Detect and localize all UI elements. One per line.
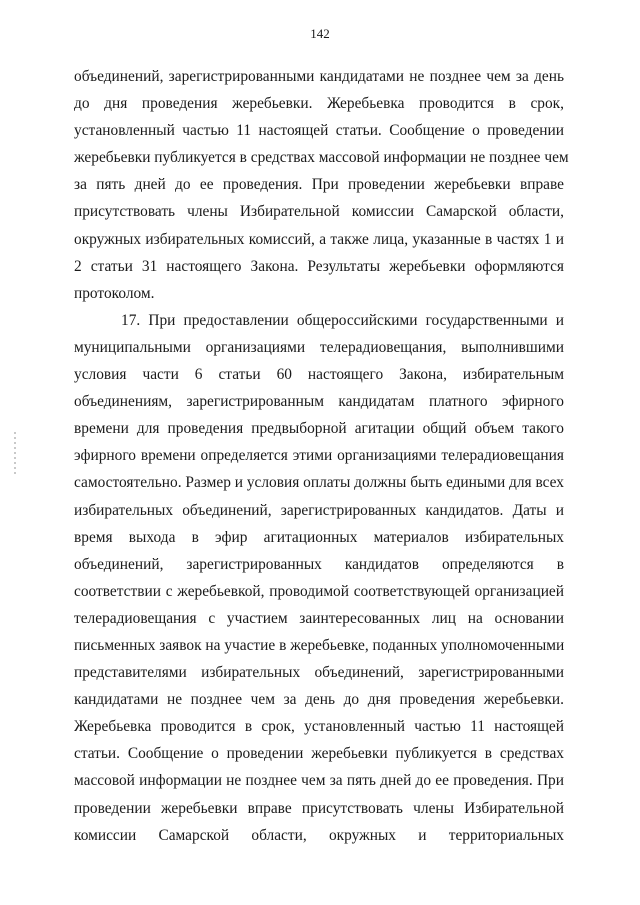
text-line: проведении жеребьевки вправе присутствовать члены Избирательной [74, 799, 564, 817]
text-line: окружных избирательных комиссий, а также лица, указанные в частях 1 и [74, 230, 564, 248]
text-line: статьи. Сообщение о проведении жеребьевки публикуется в средствах [74, 745, 564, 763]
text-line: до дня проведения жеребьевки. Жеребьевка проводится в срок, [74, 95, 564, 113]
text-line: объединений, зарегистрированных кандидатов определяются в [74, 555, 564, 573]
text-line: соответствии с жеребьевкой, проводимой соответствующей организацией [74, 582, 564, 600]
text-line: установленный частью 11 настоящей статьи. Сообщение о проведении [74, 122, 564, 140]
page-number: 142 [310, 26, 330, 41]
text-line: условия части 6 статьи 60 настоящего Закона, избирательным [74, 366, 564, 384]
text-line: избирательных объединений, зарегистрированных кандидатов. Даты и [74, 501, 564, 519]
text-line: телерадиовещания с участием заинтересованных лиц на основании [74, 609, 564, 627]
text-line: за пять дней до ее проведения. При проведении жеребьевки вправе [74, 176, 564, 194]
text-line: присутствовать члены Избирательной комиссии Самарской области, [74, 203, 564, 221]
text-line: время выхода в эфир агитационных материалов избирательных [74, 528, 564, 546]
paragraph [74, 307, 564, 849]
text-line: комиссии Самарской области, окружных и территориальных [74, 826, 564, 844]
text-line: самостоятельно. Размер и условия оплаты должны быть едиными для всех [74, 474, 565, 492]
text-line: муниципальными организациями телерадиовещания, выполнившими [74, 338, 564, 356]
text-line: Жеребьевка проводится в срок, установленный частью 11 настоящей [74, 718, 564, 736]
text-line: эфирного времени определяется этими организациями телерадиовещания [74, 447, 564, 465]
text-line: объединениям, зарегистрированным кандидатам платного эфирного [74, 393, 564, 411]
text-line: жеребьевки публикуется в средствах массовой информации не позднее чем [74, 149, 569, 167]
text-line: протоколом. [74, 284, 155, 302]
text-line: 17. При предоставлении общероссийскими государственными и [121, 311, 564, 329]
text-line: времени для проведения предвыборной агитации общий объем такого [74, 420, 564, 438]
text-line: объединений, зарегистрированными кандидатами не позднее чем за день [74, 68, 564, 85]
text-line: представителями избирательных объединений, зарегистрированными [74, 664, 564, 682]
text-line: письменных заявок на участие в жеребьевке, поданных уполномоченными [74, 636, 565, 654]
text-line: 2 статьи 31 настоящего Закона. Результаты жеребьевки оформляются [74, 257, 564, 275]
document-body [74, 63, 569, 849]
paragraph [74, 63, 569, 307]
margin-scan-mark [14, 432, 16, 476]
text-line: кандидатами не позднее чем за день до дня проведения жеребьевки. [74, 691, 564, 709]
text-line: массовой информации не позднее чем за пять дней до ее проведения. При [74, 772, 564, 790]
